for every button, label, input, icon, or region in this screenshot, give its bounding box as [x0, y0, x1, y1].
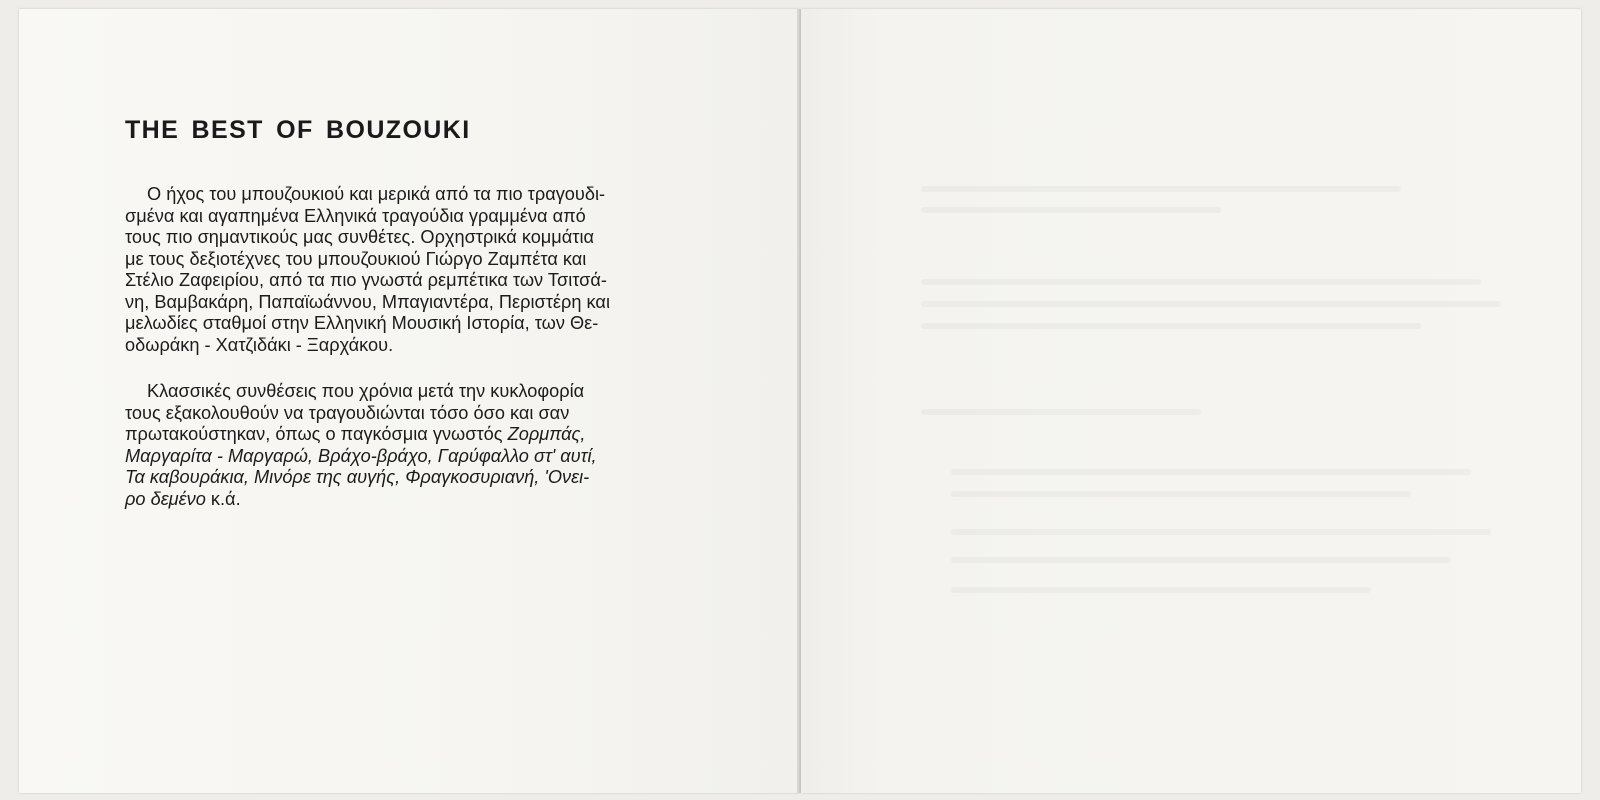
booklet-title: THE BEST OF BOUZOUKI	[125, 116, 471, 144]
paragraph-intro	[125, 184, 715, 356]
text-run: κ.ά.	[205, 488, 241, 509]
song-title-run: Ζορμπάς,	[507, 424, 586, 444]
song-title-line: Τα καβουράκια, Μινόρε της αυγής, Φραγκοσυριανή, 'Ονει-	[125, 467, 590, 487]
show-through-texture	[801, 9, 1581, 793]
paragraph-classics	[125, 381, 715, 510]
song-title-run: ρο δεμένο	[125, 488, 206, 509]
right-page	[801, 9, 1581, 793]
text-line	[125, 489, 715, 511]
song-title-line: Μαργαρίτα - Μαργαρώ, Βράχο-βράχο, Γαρύφαλλο στ' αυτί,	[125, 445, 597, 466]
left-page	[19, 9, 799, 793]
text-line: με τους δεξιοτέχνες του μπουζουκιού Γιώργο Ζαμπέτα και	[125, 248, 587, 269]
text-line: σμένα και αγαπημένα Ελληνικά τραγούδια γραμμένα από	[125, 205, 586, 226]
text-line: τους εξακολουθούν να τραγουδιώνται τόσο όσο και σαν	[125, 402, 570, 423]
text-line: Κλασσικές συνθέσεις που χρόνια μετά την κυκλοφορία	[147, 381, 585, 401]
text-line: τους πιο σημαντικούς μας συνθέτες. Ορχηστρικά κομμάτια	[125, 227, 595, 247]
text-line	[125, 424, 715, 446]
text-line: Ο ήχος του μπουζουκιού και μερικά από τα πιο τραγουδι-	[147, 184, 606, 204]
text-run: πρωτακούστηκαν, όπως ο παγκόσμια γνωστός	[125, 424, 508, 444]
text-line: Στέλιο Ζαφειρίου, από τα πιο γνωστά ρεμπέτικα των Τσιτσά-	[125, 270, 607, 290]
text-line: νη, Βαμβακάρη, Παπαϊωάννου, Μπαγιαντέρα, Περιστέρη και	[125, 291, 610, 312]
text-line: οδωράκη - Χατζιδάκι - Ξαρχάκου.	[125, 334, 394, 355]
text-line: μελωδίες σταθμοί στην Ελληνική Μουσική Ιστορία, των Θε-	[125, 313, 599, 333]
